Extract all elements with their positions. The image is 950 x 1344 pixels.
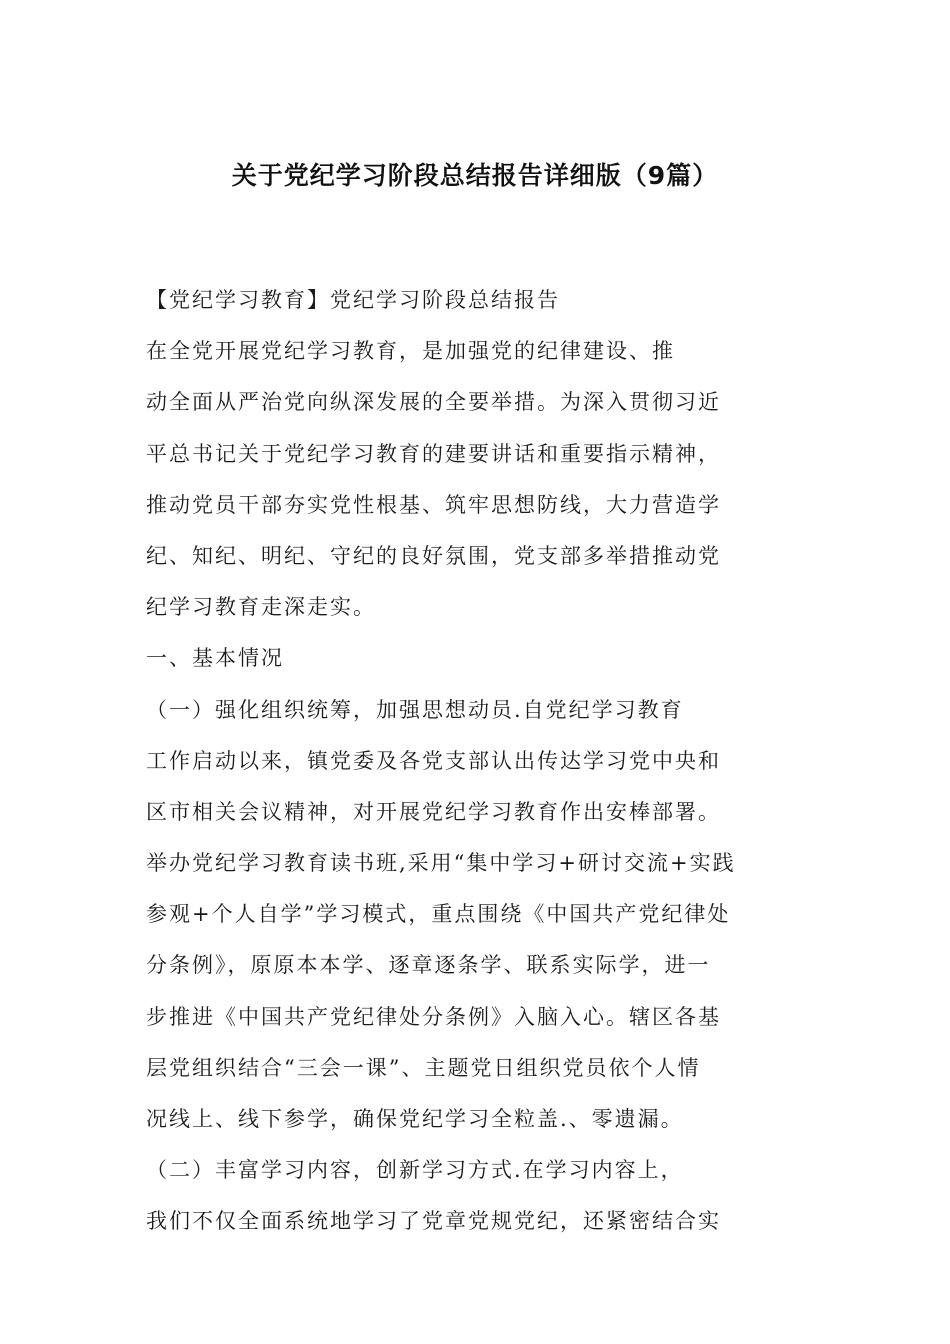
paragraph-line: 我们不仅全面系统地学习了党章党规党纪，还紧密结合实 [146,1209,721,1234]
paragraph-line: 在全党开展党纪学习教育，是加强党的纪律建设、推 [146,339,675,364]
paragraph-line: 工作启动以来，镇党委及各党支部认出传达学习党中央和 [146,748,721,773]
paragraph-line: 分条例》，原原本本学、逐章逐条学、联系实际学，进一 [146,953,711,978]
section-heading: 【党纪学习教育】党纪学习阶段总结报告 [146,288,560,312]
paragraph-line: 步推进《中国共产党纪律处分条例》入脑入心。辖区各基 [146,1004,721,1029]
paragraph-line: （一）强化组织统筹，加强思想动员.自党纪学习教育 [146,697,684,722]
document-title: 关于党纪学习阶段总结报告详细版（9篇） [231,161,719,190]
paragraph-line: 层党组织结合“三会一课”、主题党日组织党员依个人情 [146,1055,701,1080]
paragraph-line: 参观+个人自学”学习模式，重点围绕《中国共产党纪律处 [146,902,731,927]
paragraph-line: 举办党纪学习教育读书班,采用“集中学习+研讨交流+实践 [146,851,736,876]
paragraph-line: 推动党员干部夯实党性根基、筑牢思想防线，大力营造学 [146,492,721,517]
paragraph-line: 平总书记关于党纪学习教育的建要讲话和重要指示精神， [146,441,721,466]
document-body [146,283,746,1256]
subsection-heading: 一、基本情况 [146,646,284,671]
paragraph-line: 区市相关会议精神，对开展党纪学习教育作出安棒部署。 [146,799,721,824]
paragraph-line: 纪、知纪、明纪、守纪的良好氛围，党支部多举措推动党 [146,543,721,568]
paragraph-line: （二）丰富学习内容，创新学习方式.在学习内容上， [146,1158,684,1183]
paragraph-line: 况线上、线下参学，确保党纪学习全粒盖.、零遗漏。 [146,1107,684,1131]
paragraph-line: 纪学习教育走深走实。 [146,595,376,620]
paragraph-line: 动全面从严治党向纵深发展的全要举措。为深入贯彻习近 [146,390,721,415]
